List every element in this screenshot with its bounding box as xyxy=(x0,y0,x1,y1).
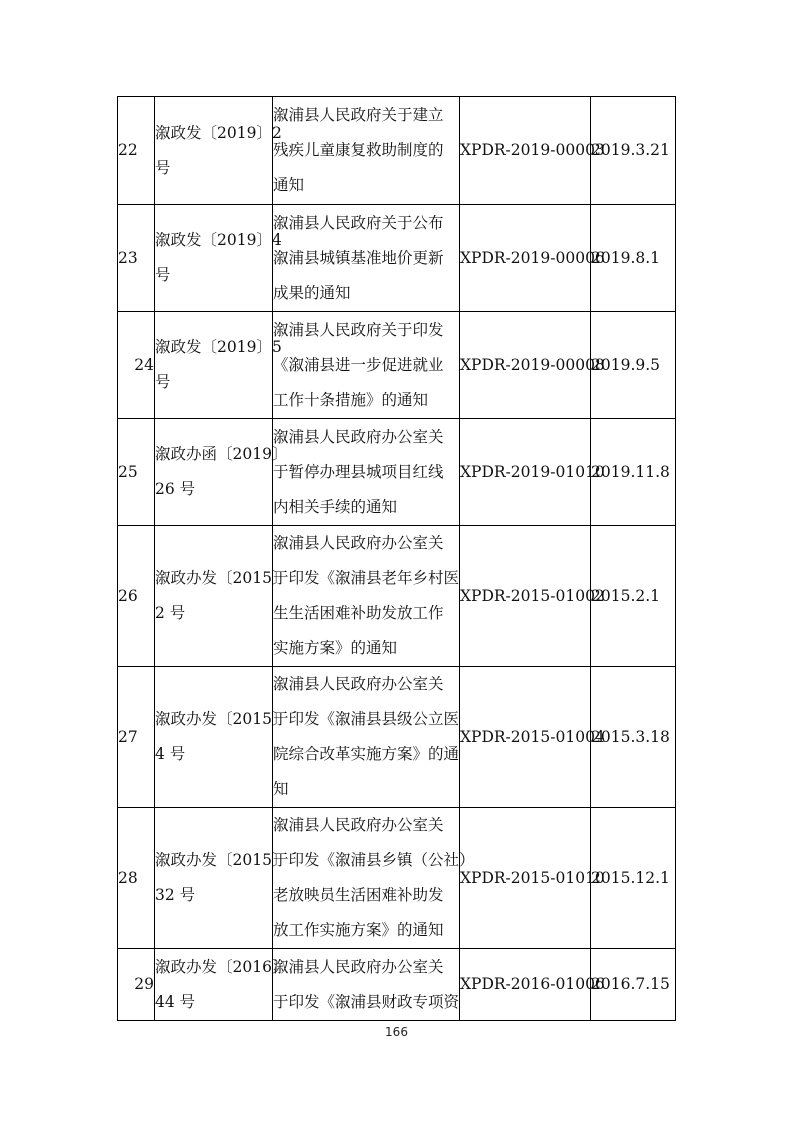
table-row xyxy=(118,312,676,419)
issue-date: 2019.3.21 xyxy=(591,97,676,205)
document-title-line: 溆浦县人民政府关于印发 xyxy=(273,320,444,339)
row-index: 24 xyxy=(118,312,155,419)
document-number-line: 溆政发〔2019〕2 xyxy=(155,123,282,142)
registration-code: XPDR-2015-01002 xyxy=(460,526,591,667)
issue-date: 2015.12.1 xyxy=(591,808,676,949)
document-title-line: 知 xyxy=(273,780,289,798)
document-number xyxy=(155,667,288,808)
table-row xyxy=(118,526,676,667)
document-title-line: 实施方案》的通知 xyxy=(273,639,398,657)
document-number-line: 号 xyxy=(155,373,171,391)
document-title xyxy=(273,312,460,419)
issue-date: 2016.7.15 xyxy=(591,949,676,1021)
document-number xyxy=(155,949,288,1021)
table-row xyxy=(118,808,676,949)
document-number-line: 溆政发〔2019〕4 xyxy=(155,231,282,249)
document-number-line: 溆政办发〔2015〕 xyxy=(155,851,288,869)
row-index: 27 xyxy=(118,667,155,808)
table-row xyxy=(118,667,676,808)
document-number xyxy=(155,419,288,526)
document-title-line: 工作十条措施》的通知 xyxy=(273,390,429,409)
issue-date: 2019.8.1 xyxy=(591,205,676,312)
document-number-line: 32 号 xyxy=(155,886,196,904)
document-number xyxy=(155,312,282,419)
document-title-line: 溆浦县人民政府关于建立 xyxy=(273,106,444,124)
document-number-line: 号 xyxy=(155,266,171,284)
document-number-line: 2 号 xyxy=(155,604,186,622)
document-title-line: 溆浦县人民政府办公室关 xyxy=(273,534,444,552)
table-body xyxy=(118,97,676,1021)
document-number-line: 溆政办发〔2015〕 xyxy=(155,710,288,728)
row-index: 29 xyxy=(118,949,155,1021)
document-title-line: 于印发《溆浦县乡镇（公社） xyxy=(273,851,475,869)
document-number xyxy=(155,205,282,312)
document-title-line: 放工作实施方案》的通知 xyxy=(273,921,444,939)
document-number xyxy=(155,808,288,949)
issue-date: 2019.9.5 xyxy=(591,312,676,419)
document-title-line: 通知 xyxy=(273,176,305,194)
document-number-line: 4 号 xyxy=(155,745,186,763)
registration-code: XPDR-2015-01010 xyxy=(460,808,591,949)
document-title-line: 老放映员生活困难补助发 xyxy=(273,886,444,904)
document-title-line: 内相关手续的通知 xyxy=(273,497,398,516)
row-index: 23 xyxy=(118,205,155,312)
row-index: 28 xyxy=(118,808,155,949)
document-number-line: 号 xyxy=(155,158,171,177)
registration-code: XPDR-2015-01004 xyxy=(460,667,591,808)
row-index: 26 xyxy=(118,526,155,667)
document-title-line: 溆浦县人民政府办公室关 xyxy=(273,816,444,834)
registration-code: XPDR-2019-00006 xyxy=(460,205,591,312)
document-title-line: 《溆浦县进一步促进就业 xyxy=(273,355,444,374)
document-number-line: 44 号 xyxy=(155,992,196,1011)
document-title xyxy=(273,526,460,667)
document-title-line: 生生活困难补助发放工作 xyxy=(273,604,444,622)
document-number-line: 溆政办发〔2015〕 xyxy=(155,569,288,587)
document-title-line: 溆浦县人民政府办公室关 xyxy=(273,427,444,446)
document-title xyxy=(273,97,460,205)
document-title-line: 溆浦县人民政府办公室关 xyxy=(273,957,444,976)
document-title-line: 院综合改革实施方案》的通 xyxy=(273,745,460,763)
document-title xyxy=(273,949,460,1021)
registration-code: XPDR-2019-00008 xyxy=(460,312,591,419)
row-index: 22 xyxy=(118,97,155,205)
table-row xyxy=(118,97,676,205)
document-number-line: 26 号 xyxy=(155,480,196,498)
document-number-line: 溆政办发〔2016〕 xyxy=(155,957,288,976)
document-title-line: 溆浦县人民政府关于公布 xyxy=(273,213,444,232)
page-number: 166 xyxy=(385,1025,408,1039)
document-title xyxy=(273,808,475,949)
document-title-line: 于暂停办理县城项目红线 xyxy=(273,462,444,481)
registration-code: XPDR-2019-01010 xyxy=(460,419,591,526)
document-title-line: 于印发《溆浦县老年乡村医 xyxy=(273,569,460,587)
registration-code: XPDR-2019-00003 xyxy=(460,97,591,205)
document-number xyxy=(155,526,288,667)
document-title xyxy=(273,667,460,808)
document-title-line: 于印发《溆浦县县级公立医 xyxy=(273,710,460,728)
table-row xyxy=(118,949,676,1021)
document-title xyxy=(273,205,460,312)
registration-code: XPDR-2016-01006 xyxy=(460,949,591,1021)
issue-date: 2015.2.1 xyxy=(591,526,676,667)
document-title xyxy=(273,419,460,526)
document-title-line: 成果的通知 xyxy=(273,283,351,302)
document-number-line: 溆政办函〔2019〕 xyxy=(155,445,288,463)
document-title-line: 溆浦县城镇基准地价更新 xyxy=(273,248,444,267)
table-row xyxy=(118,205,676,312)
table-row xyxy=(118,419,676,526)
row-index: 25 xyxy=(118,419,155,526)
document-number xyxy=(155,97,282,205)
document-number-line: 溆政发〔2019〕5 xyxy=(155,338,282,356)
issue-date: 2015.3.18 xyxy=(591,667,676,808)
document-table xyxy=(117,96,676,1021)
issue-date: 2019.11.8 xyxy=(591,419,676,526)
document-title-line: 溆浦县人民政府办公室关 xyxy=(273,675,444,693)
document-title-line: 残疾儿童康复救助制度的 xyxy=(273,141,444,159)
document-title-line: 于印发《溆浦县财政专项资 xyxy=(273,992,460,1011)
